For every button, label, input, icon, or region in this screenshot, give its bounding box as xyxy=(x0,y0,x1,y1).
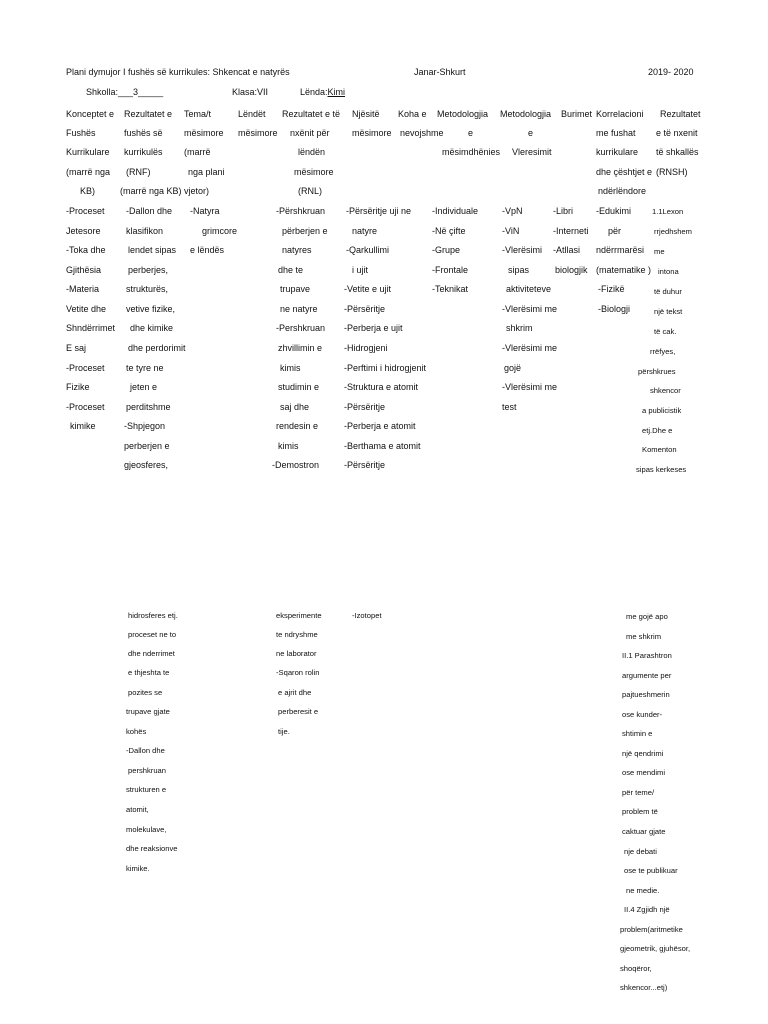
cell-line: -Proceset xyxy=(66,206,105,216)
class-label: Klasa:VII xyxy=(232,87,269,97)
cell-line: nje debati xyxy=(624,847,657,856)
cell-line: -Vlerësimi me xyxy=(502,343,558,353)
cell-line: kohës xyxy=(126,727,147,736)
cell-line: grimcore xyxy=(202,226,238,236)
cell-line: -Libri xyxy=(553,206,574,216)
subject-label: Lënda: xyxy=(300,87,328,97)
cell-line: -Përsëritje xyxy=(344,402,386,412)
cell-line: zhvillimin e xyxy=(278,343,323,353)
cell-line: e lëndës xyxy=(190,245,225,255)
cell-line: një tekst xyxy=(654,307,683,316)
header-line: Tema/t xyxy=(184,109,212,119)
cell-line: i ujit xyxy=(352,265,369,275)
cell-line: ose te publikuar xyxy=(624,866,678,875)
header-line: KB) xyxy=(80,186,96,196)
cell-line: përshkrues xyxy=(638,367,676,376)
cell-line: -Teknikat xyxy=(432,284,469,294)
plan-title: Plani dymujor I fushës së kurrikules: Shkencat e natyrës xyxy=(66,67,290,77)
cell-line: perberesit e xyxy=(278,707,319,716)
cell-line: natyre xyxy=(352,226,378,236)
cell-line: një qendrimi xyxy=(622,749,664,758)
cell-line: -Përsëritje xyxy=(344,304,386,314)
cell-line: -Pershkruan xyxy=(276,323,326,333)
header-line: mësimore xyxy=(184,128,224,138)
cell-line: sipas kerkeses xyxy=(636,465,687,474)
cell-line: -Edukimi xyxy=(596,206,632,216)
header-line: Njësitë xyxy=(352,109,380,119)
header-line: Metodologjia xyxy=(437,109,489,119)
cell-line: e thjeshta te xyxy=(128,668,170,677)
cell-line: atomit, xyxy=(126,805,149,814)
cell-line: -Vlerësimi me xyxy=(502,304,558,314)
cell-line: me gojë apo xyxy=(626,612,668,621)
cell-line: pajtueshmerin xyxy=(622,690,670,699)
cell-line: -Individuale xyxy=(432,206,479,216)
cell-line: E saj xyxy=(66,343,87,353)
cell-line: pozites se xyxy=(128,688,163,697)
header-line: e xyxy=(528,128,534,138)
header-line: (marrë nga xyxy=(66,167,111,177)
subject-field xyxy=(300,86,345,98)
cell-line: pershkruan xyxy=(128,766,166,775)
plan-year: 2019- 2020 xyxy=(648,67,694,77)
cell-line: kimike. xyxy=(126,864,150,873)
cell-line: -Natyra xyxy=(190,206,220,216)
cell-line: kimike xyxy=(70,421,96,431)
cell-line: eksperimente xyxy=(276,611,322,620)
cell-line: problem të xyxy=(622,807,658,816)
cell-line: dhe reaksionve xyxy=(126,844,178,853)
cell-line: proceset ne to xyxy=(128,630,177,639)
cell-line: -Vlerësimi xyxy=(502,245,543,255)
header-line: lëndën xyxy=(298,147,326,157)
cell-line: etj.Dhe e xyxy=(642,426,673,435)
header-line: mësimore xyxy=(352,128,392,138)
subject-value: Kimi xyxy=(327,87,346,97)
cell-line: kimis xyxy=(280,363,301,373)
cell-line: -Grupe xyxy=(432,245,461,255)
header-line: Fushës xyxy=(66,128,96,138)
cell-line: -Sqaron rolin xyxy=(276,668,320,677)
cell-line: me shkrim xyxy=(626,632,662,641)
cell-line: te ndryshme xyxy=(276,630,318,639)
cell-line: intona xyxy=(658,267,679,276)
cell-line: shkencor...etj) xyxy=(620,983,668,992)
cell-line: saj dhe xyxy=(280,402,310,412)
cell-line: -Frontale xyxy=(432,265,469,275)
cell-line: ndërrmarësi xyxy=(596,245,645,255)
header-line: Konceptet e xyxy=(66,109,115,119)
header-line: Lëndët xyxy=(238,109,266,119)
header-line: fushës së xyxy=(124,128,163,138)
cell-line: aktiviteteve xyxy=(506,284,552,294)
header-line: vjetor) xyxy=(184,186,210,196)
cell-line: hidrosferes etj. xyxy=(128,611,178,620)
cell-line: shoqëror, xyxy=(620,964,652,973)
header-line: nga plani xyxy=(188,167,225,177)
header-line: kurrikulës xyxy=(124,147,163,157)
header-line: Kurrikulare xyxy=(66,147,110,157)
header-line: mësimore xyxy=(238,128,278,138)
cell-line: dhe te xyxy=(278,265,304,275)
cell-line: gjeometrik, gjuhësor, xyxy=(620,944,691,953)
cell-line: Komenton xyxy=(642,445,677,454)
cell-line: -Vetite e ujit xyxy=(344,284,392,294)
header-line: e xyxy=(468,128,474,138)
cell-line: me xyxy=(654,247,665,256)
cell-line: Fizike xyxy=(66,382,90,392)
cell-line: -Dallon dhe xyxy=(126,746,165,755)
cell-line: trupave xyxy=(280,284,311,294)
header-line: Korrelacioni xyxy=(596,109,644,119)
cell-line: II.1 Parashtron xyxy=(622,651,672,660)
cell-line: biologjik xyxy=(555,265,588,275)
header-line: Koha e xyxy=(398,109,427,119)
cell-line: perberjen e xyxy=(124,441,170,451)
cell-line: ne medie. xyxy=(626,886,660,895)
cell-line: sipas xyxy=(508,265,530,275)
cell-line: rrëfyes, xyxy=(650,347,676,356)
header-line: (marrë nga KB) xyxy=(120,186,182,196)
cell-line: -Përshkruan xyxy=(276,206,326,216)
cell-line: -Proceset xyxy=(66,402,105,412)
cell-line: (matematike ) xyxy=(596,265,652,275)
cell-line: rendesin e xyxy=(276,421,319,431)
cell-line: tije. xyxy=(278,727,290,736)
cell-line: -Fizikë xyxy=(598,284,625,294)
cell-line: -ViN xyxy=(502,226,520,236)
cell-line: gjeosferes, xyxy=(124,460,169,470)
cell-line: të duhur xyxy=(654,287,682,296)
header-line: Burimet xyxy=(561,109,593,119)
header-line: mësimdhënies xyxy=(442,147,501,157)
cell-line: te tyre ne xyxy=(126,363,164,373)
plan-period: Janar-Shkurt xyxy=(414,67,466,77)
cell-line: 1.1Lexon xyxy=(652,207,684,216)
cell-line: -Toka dhe xyxy=(66,245,106,255)
cell-line: a publicistik xyxy=(642,406,682,415)
cell-line: trupave gjate xyxy=(126,707,170,716)
cell-line: -Biologji xyxy=(598,304,631,314)
cell-line: shtimin e xyxy=(622,729,653,738)
cell-line: -Demostron xyxy=(272,460,320,470)
cell-line: -Berthama e atomit xyxy=(344,441,421,451)
cell-line: -Atllasi xyxy=(553,245,581,255)
header-line: Vleresimit xyxy=(512,147,552,157)
cell-line: përberjen e xyxy=(282,226,328,236)
cell-line: shkrim xyxy=(506,323,533,333)
cell-line: -Interneti xyxy=(553,226,589,236)
cell-line: -Struktura e atomit xyxy=(344,382,419,392)
cell-line: ose mendimi xyxy=(622,768,666,777)
cell-line: studimin e xyxy=(278,382,320,392)
cell-line: caktuar gjate xyxy=(622,827,666,836)
header-line: e të nxenit xyxy=(656,128,698,138)
cell-line: -Materia xyxy=(66,284,100,294)
cell-line: kimis xyxy=(278,441,299,451)
cell-line: perditshme xyxy=(126,402,171,412)
header-line: (RNF) xyxy=(126,167,151,177)
cell-line: për xyxy=(608,226,622,236)
cell-line: dhe perdorimit xyxy=(128,343,186,353)
cell-line: molekulave, xyxy=(126,825,167,834)
header-line: të shkallës xyxy=(656,147,699,157)
header-line: kurrikulare xyxy=(596,147,639,157)
cell-line: strukturen e xyxy=(126,785,167,794)
cell-line: test xyxy=(502,402,517,412)
cell-line: -Përsëritje xyxy=(344,460,386,470)
header-line: dhe çështjet e xyxy=(596,167,653,177)
cell-line: argumente per xyxy=(622,671,672,680)
cell-line: -Perberja e atomit xyxy=(344,421,416,431)
header-line: nxënit për xyxy=(290,128,330,138)
cell-line: -Në çifte xyxy=(432,226,466,236)
header-line: (RNL) xyxy=(298,186,322,196)
cell-line: Jetesore xyxy=(66,226,101,236)
cell-line: klasifikon xyxy=(126,226,164,236)
cell-line: e ajrit dhe xyxy=(278,688,312,697)
cell-line: strukturës, xyxy=(126,284,169,294)
cell-line: ne natyre xyxy=(280,304,318,314)
cell-line: -Perberja e ujit xyxy=(344,323,403,333)
header-line: mësimore xyxy=(294,167,334,177)
cell-line: -Shpjegon xyxy=(124,421,166,431)
cell-line: Vetite dhe xyxy=(66,304,107,314)
cell-line: ose kunder- xyxy=(622,710,663,719)
cell-line: -Perftimi i hidrogjenit xyxy=(344,363,427,373)
header-line: Rezultatet xyxy=(660,109,701,119)
cell-line: natyres xyxy=(282,245,312,255)
cell-line: -VpN xyxy=(502,206,523,216)
header-line: (RNSH) xyxy=(656,167,688,177)
cell-line: Shndërrimet xyxy=(66,323,116,333)
cell-line: për teme/ xyxy=(622,788,655,797)
cell-line: Gjithësia xyxy=(66,265,102,275)
cell-line: gojë xyxy=(504,363,522,373)
cell-line: -Dallon dhe xyxy=(126,206,173,216)
cell-line: dhe nderrimet xyxy=(128,649,175,658)
cell-line: dhe kimike xyxy=(130,323,174,333)
header-line: Metodologjia xyxy=(500,109,552,119)
cell-line: lendet sipas xyxy=(128,245,177,255)
cell-line: -Proceset xyxy=(66,363,105,373)
header-line: ndërlëndore xyxy=(598,186,647,196)
cell-line: problem(aritmetike xyxy=(620,925,683,934)
cell-line: -Përsëritje uji ne xyxy=(346,206,412,216)
school-value: ___3_____ xyxy=(118,87,164,97)
header-line: Rezultatet e të xyxy=(282,109,341,119)
cell-line: shkencor xyxy=(650,386,681,395)
cell-line: II.4 Zgjidh një xyxy=(624,905,670,914)
header-line: me fushat xyxy=(596,128,636,138)
cell-line: vetive fizike, xyxy=(126,304,176,314)
cell-line: -Hidrogjeni xyxy=(344,343,388,353)
cell-line: të cak. xyxy=(654,327,677,336)
school-field xyxy=(86,86,163,98)
header-line: (marrë xyxy=(184,147,211,157)
cell-line: perberjes, xyxy=(128,265,169,275)
header-line: Rezultatet e xyxy=(124,109,173,119)
cell-line: jeten e xyxy=(130,382,158,392)
cell-line: ne laborator xyxy=(276,649,317,658)
header-line: nevojshme xyxy=(400,128,444,138)
cell-line: -Qarkullimi xyxy=(346,245,390,255)
cell-line: rrjedhshem xyxy=(654,227,692,236)
cell-line: -Izotopet xyxy=(352,611,382,620)
school-label: Shkolla: xyxy=(86,87,119,97)
cell-line: -Vlerësimi me xyxy=(502,382,558,392)
